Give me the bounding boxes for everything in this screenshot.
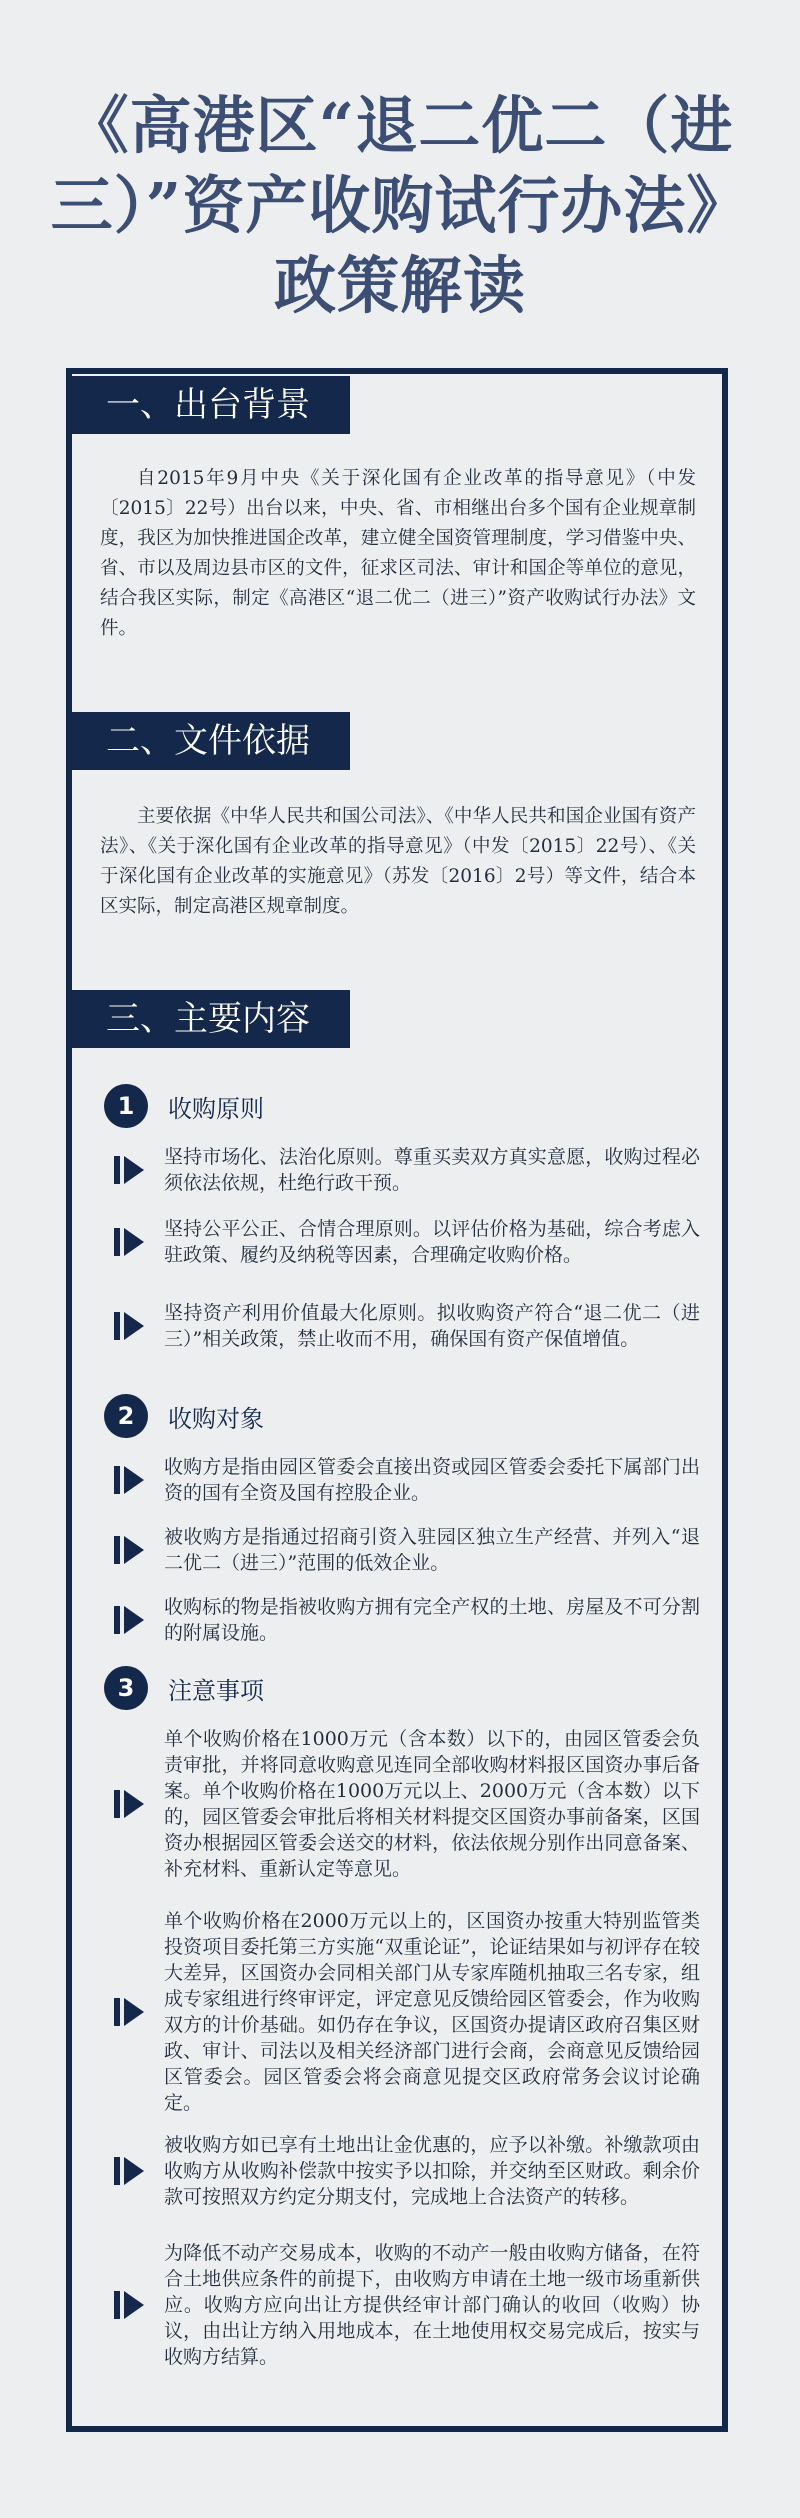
page-title: 《高港区“退二优二（进三）”资产收购试行办法》政策解读 [50, 89, 750, 322]
bullet-text: 坚持市场化、法治化原则。尊重买卖双方真实意愿，收购过程必须依法依规，杜绝行政干预。 [164, 1146, 700, 1194]
play-arrow-icon [114, 1466, 144, 1494]
section-heading-basis: 二、文件依据 [72, 712, 350, 770]
play-arrow-icon [114, 1536, 144, 1564]
list-item [114, 1144, 714, 1196]
subsection-title: 注意事项 [168, 1676, 264, 1705]
subsection-title: 收购对象 [168, 1404, 264, 1433]
section-heading-background: 一、出台背景 [72, 376, 350, 434]
bullet-text: 收购方是指由园区管委会直接出资或园区管委会委托下属部门出资的国有全资及国有控股企业。 [164, 1456, 700, 1504]
subsection-notes [104, 1666, 264, 1710]
background-paragraph: 自2015年9月中央《关于深化国有企业改革的指导意见》（中发〔2015〕22号）出台以来，中央、省、市相继出台多个国有企业规章制度，我区为加快推进国企改革，建立健全国资管理制度，学习借鉴中央、省、市以及周边县市区的文件，征求区司法、审计和国企等单位的意见，结合我区实际，制定《高港区“退二优二（进三）”资产收购试行办法》文件。 [100, 468, 696, 639]
number-badge: 3 [104, 1666, 148, 1710]
bullet-text: 被收购方是指通过招商引资入驻园区独立生产经营、并列入“退二优二（进三）”范围的低效企业。 [164, 1526, 700, 1574]
list-item [114, 1908, 714, 2116]
list-item [114, 1524, 714, 1576]
bullet-text: 坚持资产利用价值最大化原则。拟收购资产符合“退二优二（进三）”相关政策，禁止收而不用，确保国有资产保值增值。 [164, 1302, 700, 1350]
subsection-title: 收购原则 [168, 1094, 264, 1123]
list-item [114, 1726, 714, 1882]
play-arrow-icon [114, 2291, 144, 2319]
subsection-principles [104, 1084, 264, 1128]
bullet-text: 收购标的物是指被收购方拥有完全产权的土地、房屋及不可分割的附属设施。 [164, 1596, 700, 1644]
list-item [114, 1594, 714, 1646]
list-item [114, 1454, 714, 1506]
list-item [114, 1300, 714, 1352]
play-arrow-icon [114, 1606, 144, 1634]
list-item [114, 2240, 714, 2370]
play-arrow-icon [114, 1228, 144, 1256]
basis-paragraph: 主要依据《中华人民共和国公司法》、《中华人民共和国企业国有资产法》、《关于深化国有企业改革的指导意见》（中发〔2015〕22号）、《关于深化国有企业改革的实施意见》（苏发〔2016〕2号）等文件，结合本区实际，制定高港区规章制度。 [100, 806, 696, 917]
bullet-text: 为降低不动产交易成本，收购的不动产一般由收购方储备，在符合土地供应条件的前提下，由收购方申请在土地一级市场重新供应。收购方应向出让方提供经审计部门确认的收回（收购）协议，由出让方纳入用地成本，在土地使用权交易完成后，按实与收购方结算。 [164, 2242, 700, 2368]
bullet-text: 被收购方如已享有土地出让金优惠的，应予以补缴。补缴款项由收购方从收购补偿款中按实予以扣除，并交纳至区财政。剩余价款可按照双方约定分期支付，完成地上合法资产的转移。 [164, 2134, 700, 2208]
play-arrow-icon [114, 1790, 144, 1818]
list-item [114, 2132, 714, 2210]
bullet-text: 坚持公平公正、合情合理原则。以评估价格为基础，综合考虑入驻政策、履约及纳税等因素，合理确定收购价格。 [164, 1218, 700, 1266]
play-arrow-icon [114, 1156, 144, 1184]
bullet-text: 单个收购价格在2000万元以上的，区国资办按重大特别监管类投资项目委托第三方实施“双重论证”，论证结果如与初评存在较大差异，区国资办会同相关部门从专家库随机抽取三名专家，组成专家组进行终审评定，评定意见反馈给园区管委会，作为收购双方的计价基础。如仍存在争议，区国资办提请区政府召集区财政、审计、司法以及相关经济部门进行会商，会商意见反馈给园区管委会。园区管委会将会商意见提交区政府常务会议讨论确定。 [164, 1910, 700, 2114]
section-heading-main-content: 三、主要内容 [72, 990, 350, 1048]
number-badge: 1 [104, 1084, 148, 1128]
list-item [114, 1216, 714, 1268]
bullet-text: 单个收购价格在1000万元（含本数）以下的，由园区管委会负责审批，并将同意收购意见连同全部收购材料报区国资办事后备案。单个收购价格在1000万元以上、2000万元（含本数）以下的，园区管委会审批后将相关材料提交区国资办事前备案，区国资办根据园区管委会送交的材料，依法依规分别作出同意备案、补充材料、重新认定等意见。 [164, 1728, 700, 1880]
subsection-targets [104, 1394, 264, 1438]
play-arrow-icon [114, 2157, 144, 2185]
play-arrow-icon [114, 1312, 144, 1340]
play-arrow-icon [114, 1998, 144, 2026]
number-badge: 2 [104, 1394, 148, 1438]
